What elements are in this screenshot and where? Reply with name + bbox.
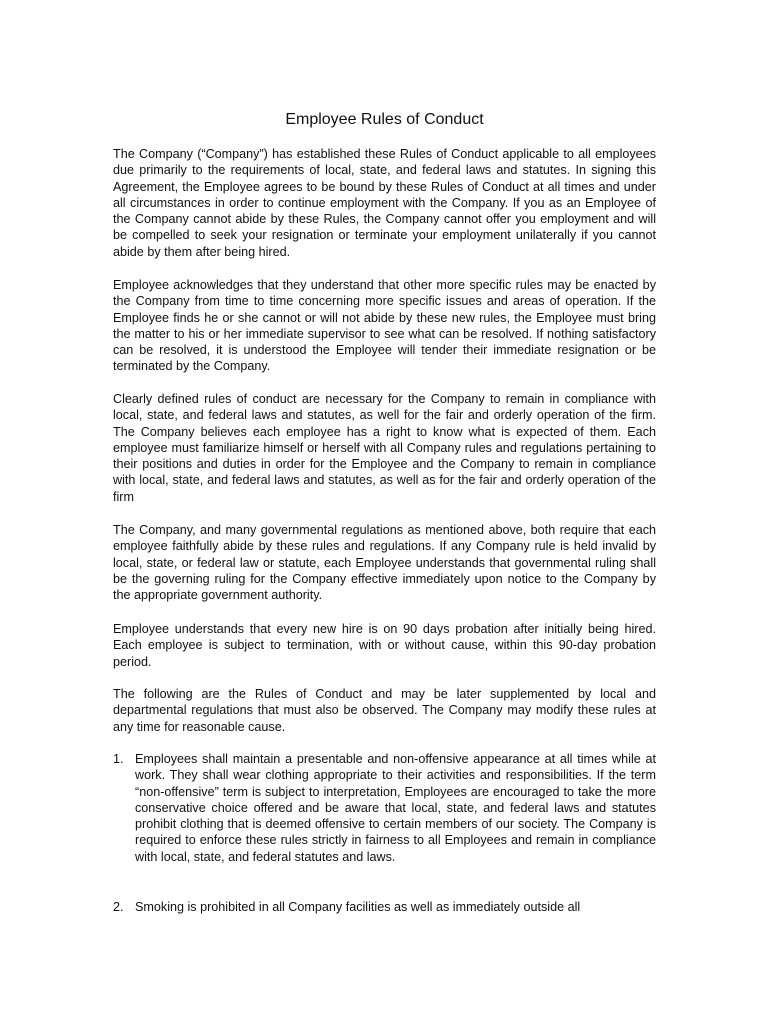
rule-item-appearance	[113, 751, 656, 865]
paragraph-defined-rules: Clearly defined rules of conduct are necessary for the Company to remain in compliance with local, state, and federal laws and statutes, as well for the fair and orderly operation of the firm. The Company believes each employee has a right to know what is expected of them. Each employee must familiarize himself or herself with all Company rules and regulations pertaining to their positions and duties in order for the Employee and the Company to remain in compliance with local, state, and federal laws and statutes, as well as for the fair and orderly operation of the firm	[113, 392, 656, 504]
paragraph-probation: Employee understands that every new hire is on 90 days probation after initially being hired. Each employee is subject to termination, with or without cause, within this 90-day probation period.	[113, 622, 656, 669]
rule-item-smoking	[113, 899, 656, 915]
rule-number: 1.	[113, 752, 124, 766]
rule-number: 2.	[113, 900, 124, 914]
paragraph-governmental-regulations: The Company, and many governmental regulations as mentioned above, both require that each employee faithfully abide by these rules and regulations. If any Company rule is held invalid by local, state, or federal law or statute, each Employee understands that governmental ruling shall be the governing ruling for the Company effective immediately upon notice to the Company by the appropriate government authority.	[113, 523, 656, 603]
rule-text: Employees shall maintain a presentable and non-offensive appearance at all times while at work. They shall wear clothing appropriate to their activities and responsibilities. If the term “non-offensive” term is subject to interpretation, Employees are encouraged to take the more conservative choice offered and be aware that local, state, and federal laws and statutes prohibit clothing that is deemed offensive to certain members of our society. The Company is required to enforce these rules strictly in fairness to all Employees and remain in compliance with local, state, and federal statutes and laws.	[135, 752, 656, 864]
paragraph-intro: The Company (“Company”) has established these Rules of Conduct applicable to all employees due primarily to the requirements of local, state, and federal laws and statutes. In signing this Agreement, the Employee agrees to be bound by these Rules of Conduct at all times and under all circumstances in order to continue employment with the Company. If you as an Employee of the Company cannot abide by these Rules, the Company cannot offer you employment and will be compelled to seek your resignation or terminate your employment unilaterally if you cannot abide by them after being hired.	[113, 147, 656, 259]
document-title: Employee Rules of Conduct	[285, 111, 484, 128]
paragraph-acknowledgement: Employee acknowledges that they understand that other more specific rules may be enacted by the Company from time to time concerning more specific issues and areas of operation. If the Employee finds he or she cannot or will not abide by these new rules, the Employee must bring the matter to his or her immediate supervisor to see what can be resolved. If nothing satisfactory can be resolved, it is understood the Employee will tender their immediate resignation or be terminated by the Company.	[113, 278, 656, 374]
paragraph-rules-intro: The following are the Rules of Conduct and may be later supplemented by local and departmental regulations that must also be observed. The Company may modify these rules at any time for reasonable cause.	[113, 687, 656, 734]
rule-text: Smoking is prohibited in all Company facilities as well as immediately outside all	[135, 900, 581, 914]
